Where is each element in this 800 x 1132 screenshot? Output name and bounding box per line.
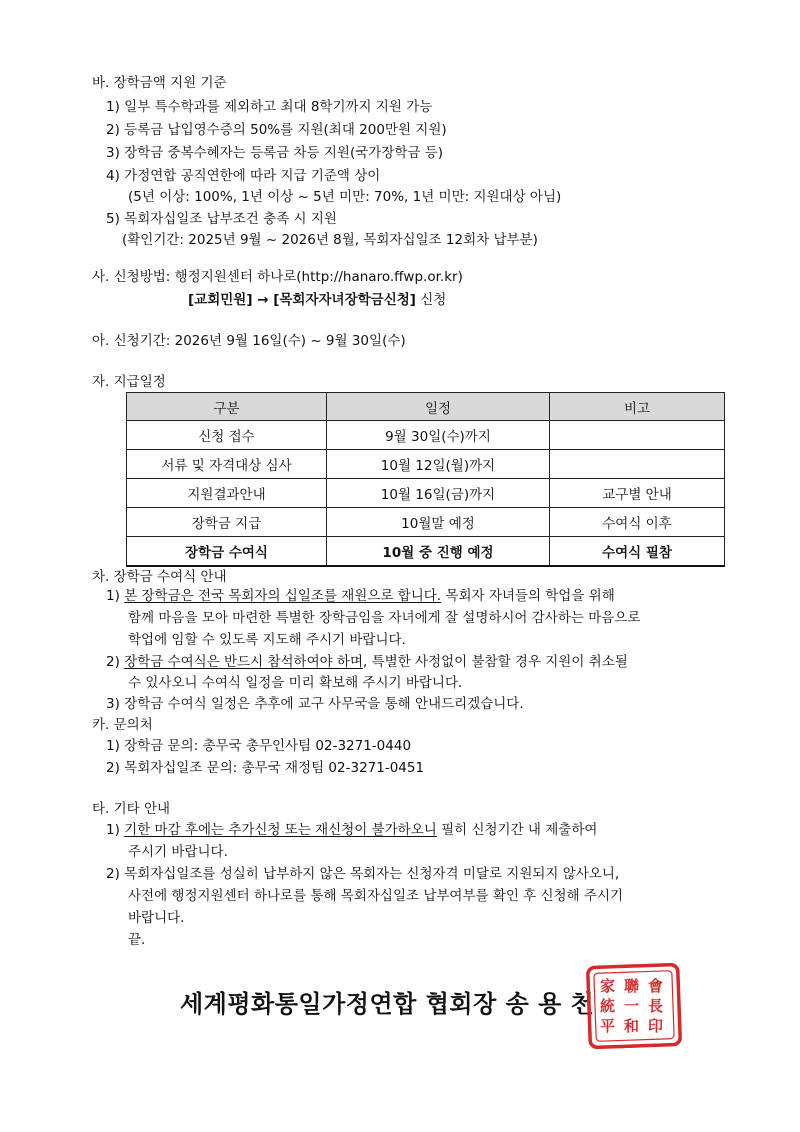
svg-text:長: 長	[648, 997, 664, 1015]
section-cha-item-1-line-1	[106, 587, 615, 605]
table-row-ceremony	[127, 537, 725, 567]
item-number: 1)	[106, 822, 125, 838]
table-cell: 지원결과안내	[127, 479, 327, 508]
section-ba-item-5: 5) 목회자십일조 납부조건 충족 시 지원	[106, 211, 337, 227]
table-header-cell: 구분	[127, 393, 327, 421]
table-row	[127, 508, 725, 537]
section-ba-item-5-detail: (확인기간: 2025년 9월 ~ 2026년 8월, 목회자십일조 12회차 납부분)	[122, 232, 538, 248]
svg-text:家: 家	[600, 977, 616, 995]
table-cell: 교구별 안내	[550, 479, 725, 508]
table-cell: 신청 접수	[127, 421, 327, 450]
section-ja-heading: 자. 지급일정	[92, 374, 166, 390]
underlined-text: 장학금 수여식은 반드시 참석하여야 하며	[124, 654, 364, 670]
menu-path: [교회민원] → [목회자자녀장학금신청]	[188, 292, 416, 308]
item-text: 필히 신청기간 내 제출하여	[436, 822, 598, 838]
item-text: , 특별한 사정없이 불참할 경우 지원이 취소될	[363, 654, 628, 670]
underlined-text: 본 장학금은 전국 목회자의 십일조를 재원으로 합니다.	[124, 588, 442, 604]
table-cell: 10월 16일(금)까지	[327, 479, 550, 508]
section-cha-item-2-line-2: 수 있사오니 수여식 일정을 미리 확보해 주시기 바랍니다.	[128, 675, 463, 691]
table-header-cell: 비고	[550, 393, 725, 421]
section-ba-heading: 바. 장학금액 지원 기준	[92, 75, 227, 91]
table-cell: 9월 30일(수)까지	[327, 421, 550, 450]
table-cell: 장학금 지급	[127, 508, 327, 537]
section-ka-item-1: 1) 장학금 문의: 총무국 총무인사팀 02-3271-0440	[106, 738, 412, 754]
section-sa-line: 사. 신청방법: 행정지원센터 하나로(http://hanaro.ffwp.or.kr)	[92, 269, 463, 285]
section-sa-menu-line	[188, 291, 446, 309]
table-cell	[550, 421, 725, 450]
section-ka-item-2: 2) 목회자십일조 문의: 총무국 재정팀 02-3271-0451	[106, 760, 425, 776]
underlined-text: 기한 마감 후에는 추가신청 또는 재신청이 불가하오니	[124, 822, 437, 838]
section-ta-item-1-line-1	[106, 821, 597, 839]
svg-text:印: 印	[648, 1017, 664, 1035]
svg-text:和: 和	[624, 1017, 640, 1035]
end-mark: 끝.	[128, 932, 146, 948]
svg-text:聯: 聯	[624, 977, 640, 995]
table-cell: 서류 및 자격대상 심사	[127, 450, 327, 479]
table-header-row	[127, 393, 725, 421]
section-ba-item-4: 4) 가정연합 공직연한에 따라 지급 기준액 상이	[106, 168, 381, 184]
section-ta-item-1-line-2: 주시기 바랍니다.	[128, 844, 228, 860]
section-ba-item-1: 1) 일부 특수학과를 제외하고 최대 8학기까지 지원 가능	[106, 99, 433, 115]
table-cell: 수여식 이후	[550, 508, 725, 537]
svg-text:一: 一	[624, 997, 640, 1015]
table-cell: 10월말 예정	[327, 508, 550, 537]
table-cell: 10월 12일(월)까지	[327, 450, 550, 479]
table-cell: 장학금 수여식	[127, 537, 327, 567]
menu-suffix: 신청	[415, 292, 447, 308]
section-cha-heading: 차. 장학금 수여식 안내	[92, 569, 227, 585]
table-row	[127, 450, 725, 479]
table-cell: 수여식 필참	[550, 537, 725, 567]
section-cha-item-2-line-1	[106, 653, 628, 671]
section-cha-item-1-line-3: 학업에 임할 수 있도록 지도해 주시기 바랍니다.	[128, 632, 406, 648]
section-ba-item-2: 2) 등록금 납입영수증의 50%를 지원(최대 200만원 지원)	[106, 122, 447, 138]
section-a-line: 아. 신청기간: 2026년 9월 16일(수) ~ 9월 30일(수)	[92, 333, 406, 349]
section-cha-item-3: 3) 장학금 수여식 일정은 추후에 교구 사무국을 통해 안내드리겠습니다.	[106, 696, 524, 712]
item-number: 2)	[106, 654, 125, 670]
section-ta-heading: 타. 기타 안내	[92, 801, 171, 817]
table-row	[127, 421, 725, 450]
section-ka-heading: 카. 문의처	[92, 717, 153, 733]
official-seal-icon	[586, 963, 682, 1049]
svg-text:統: 統	[600, 997, 616, 1015]
table-cell: 10월 중 진행 예정	[327, 537, 550, 567]
section-ta-item-2-line-1: 2) 목회자십일조를 성실히 납부하지 않은 목회자는 신청자격 미달로 지원되지 않사오니,	[106, 866, 620, 882]
svg-text:平: 平	[600, 1017, 616, 1035]
table-header-cell: 일정	[327, 393, 550, 421]
schedule-table	[126, 392, 725, 567]
section-ta-item-2-line-3: 바랍니다.	[128, 910, 185, 926]
section-cha-item-1-line-2: 함께 마음을 모아 마련한 특별한 장학금임을 자녀에게 잘 설명하시어 감사하는 마음으로	[128, 610, 641, 626]
item-number: 1)	[106, 588, 125, 604]
signature-line: 세계평화통일가정연합 협회장 송 용 천	[180, 989, 595, 1018]
item-text: 목회자 자녀들의 학업을 위해	[441, 588, 615, 604]
section-ta-item-2-line-2: 사전에 행정지원센터 하나로를 통해 목회자십일조 납부여부를 확인 후 신청해 주시기	[128, 888, 624, 904]
section-ba-item-3: 3) 장학금 중복수혜자는 등록금 차등 지원(국가장학금 등)	[106, 145, 444, 161]
table-row	[127, 479, 725, 508]
table-cell	[550, 450, 725, 479]
svg-text:會: 會	[648, 977, 664, 995]
section-ba-item-4-detail: (5년 이상: 100%, 1년 이상 ~ 5년 미만: 70%, 1년 미만: 지원대상 아님)	[128, 189, 562, 205]
